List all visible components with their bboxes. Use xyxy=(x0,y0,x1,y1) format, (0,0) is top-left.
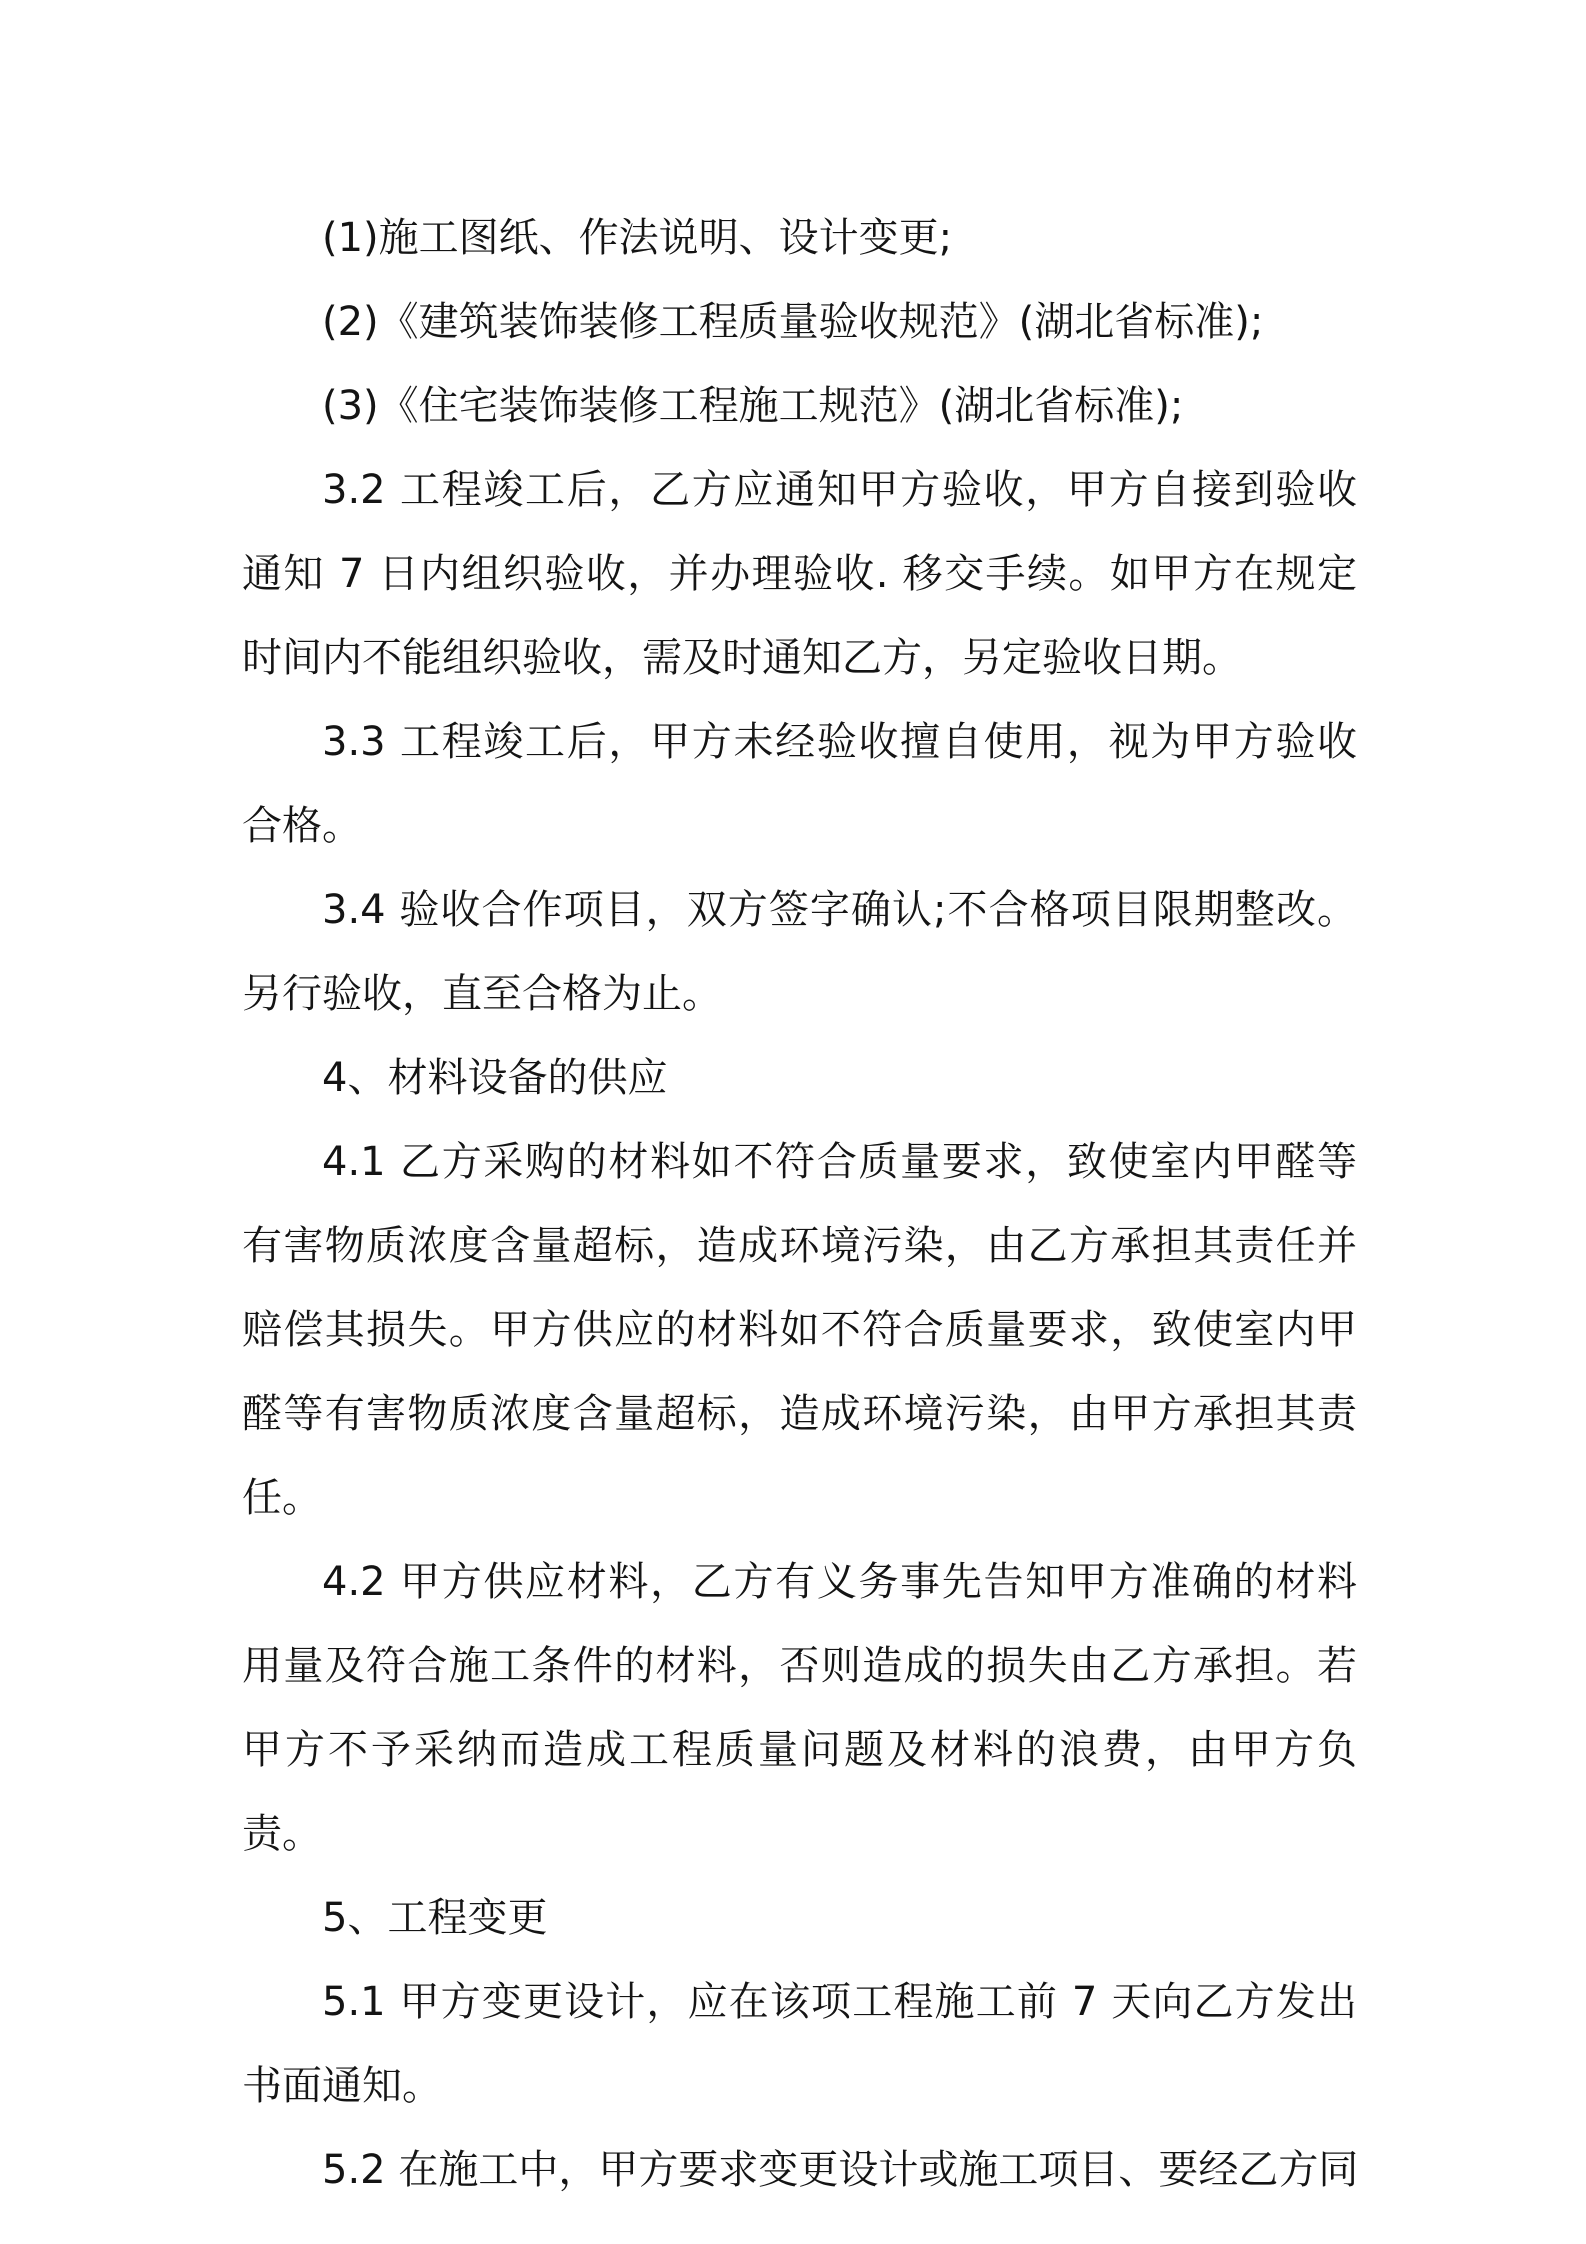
paragraph-5-1: 5.1 甲方变更设计，应在该项工程施工前 7 天向乙方发出书面通知。 xyxy=(242,1979,1357,2109)
paragraph-3-4: 3.4 验收合作项目，双方签字确认;不合格项目限期整改。另行验收，直至合格为止。 xyxy=(242,887,1357,1017)
paragraph-construction-standard: (3)《住宅装饰装修工程施工规范》(湖北省标准); xyxy=(322,383,1184,429)
paragraph-drawings: (1)施工图纸、作法说明、设计变更; xyxy=(322,215,953,261)
section-heading-4: 4、材料设备的供应 xyxy=(322,1055,668,1101)
paragraph-3-2: 3.2 工程竣工后，乙方应通知甲方验收，甲方自接到验收通知 7 日内组织验收，并办理验收. 移交手续。如甲方在规定时间内不能组织验收，需及时通知乙方，另定验收日期。 xyxy=(242,467,1357,681)
section-heading-5: 5、工程变更 xyxy=(322,1895,548,1941)
paragraph-acceptance-standard: (2)《建筑装饰装修工程质量验收规范》(湖北省标准); xyxy=(322,299,1264,345)
document-body xyxy=(242,196,1357,2212)
paragraph-5-2: 5.2 在施工中，甲方要求变更设计或施工项目、要经乙方同 xyxy=(322,2147,1359,2193)
paragraph-4-1: 4.1 乙方采购的材料如不符合质量要求，致使室内甲醛等有害物质浓度含量超标，造成环境污染，由乙方承担其责任并赔偿其损失。甲方供应的材料如不符合质量要求，致使室内甲醛等有害物质浓度含量超标，造成环境污染，由甲方承担其责任。 xyxy=(242,1139,1357,1521)
paragraph-4-2: 4.2 甲方供应材料，乙方有义务事先告知甲方准确的材料用量及符合施工条件的材料，否则造成的损失由乙方承担。若甲方不予采纳而造成工程质量问题及材料的浪费，由甲方负责。 xyxy=(242,1559,1357,1857)
paragraph-3-3: 3.3 工程竣工后，甲方未经验收擅自使用，视为甲方验收合格。 xyxy=(242,719,1357,849)
